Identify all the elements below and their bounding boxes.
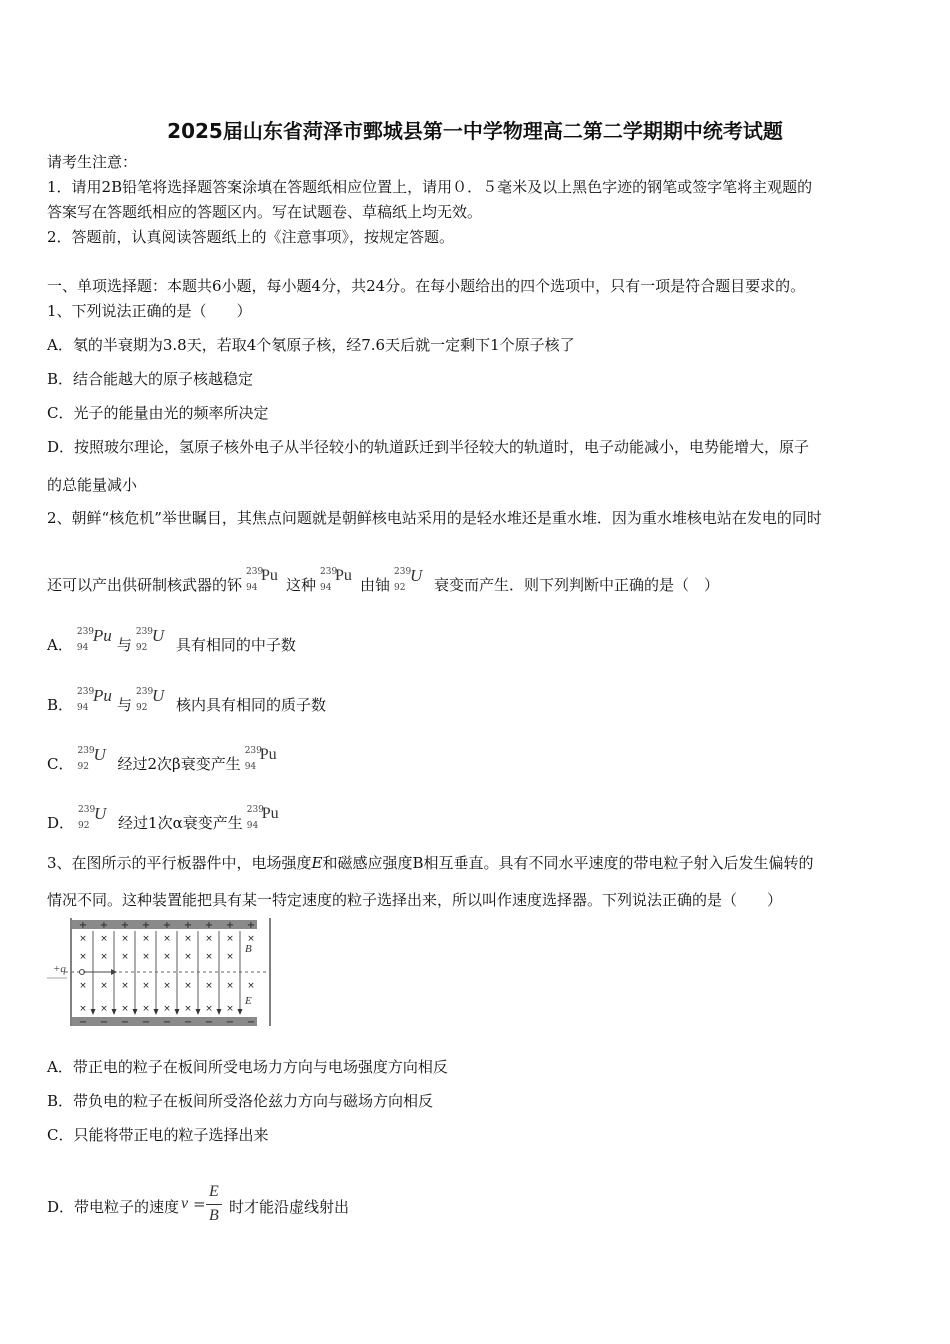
field-arrowhead-icon bbox=[133, 1009, 138, 1015]
pu239-nuclide: 239 94 Pu bbox=[76, 626, 112, 653]
cross-mark: × bbox=[247, 934, 255, 944]
cross-mark: × bbox=[226, 952, 234, 962]
plus-sign: + bbox=[204, 920, 214, 931]
q2-stem-text-b: 这种 bbox=[286, 576, 317, 594]
cross-mark: × bbox=[226, 1004, 234, 1014]
page-title: 2025届山东省菏泽市鄄城县第一中学物理高二第二学期期中统考试题 bbox=[167, 119, 783, 143]
pu239-nuclide: 239 94 Pu bbox=[246, 805, 279, 831]
fraction-bar bbox=[206, 1204, 222, 1205]
q2-option-a: A． 239 94 Pu 与 239 92 U 具有相同的中子数 bbox=[47, 626, 296, 654]
pu-symbol: Pu bbox=[261, 567, 278, 584]
plus-sign: + bbox=[78, 920, 88, 931]
cross-mark: × bbox=[184, 1004, 192, 1014]
q1-option-d-line1: D．按照玻尔理论，氢原子核外电子从半径较小的轨道跃迁到半径较大的轨道时，电子动能减小，电势能增大，原子 bbox=[47, 438, 810, 456]
q2-stem-line1: 2、朝鲜“核危机”举世瞩目，其焦点问题就是朝鲜核电站采用的是轻水堆还是重水堆．因为重水堆核电站在发电的同时 bbox=[47, 509, 822, 527]
cross-mark: × bbox=[163, 1004, 171, 1014]
minus-sign: − bbox=[141, 1017, 151, 1028]
plus-sign: + bbox=[141, 920, 151, 931]
plus-sign: + bbox=[183, 920, 193, 931]
cross-mark: × bbox=[205, 934, 213, 944]
cross-mark: × bbox=[247, 981, 255, 991]
q2-option-d: D． 239 92 U 经过1次α衰变产生 239 94 Pu bbox=[47, 806, 287, 833]
cross-mark: × bbox=[184, 952, 192, 962]
q1-option-b: B．结合能越大的原子核越稳定 bbox=[47, 370, 254, 388]
q3-option-a: A．带正电的粒子在板间所受电场力方向与电场强度方向相反 bbox=[47, 1058, 448, 1076]
pu239-nuclide bbox=[244, 568, 284, 592]
minus-sign: − bbox=[162, 1017, 172, 1028]
q3-option-c: C．只能将带正电的粒子选择出来 bbox=[47, 1126, 269, 1144]
section-heading: 一、单项选择题：本题共6小题，每小题4分，共24分。在每小题给出的四个选项中，只有一项是符合题目要求的。 bbox=[47, 277, 806, 295]
q2-stem-text-a: 还可以产出供研制核武器的钚 bbox=[47, 576, 243, 594]
cross-mark: × bbox=[121, 981, 129, 991]
minus-sign: − bbox=[204, 1017, 214, 1028]
plus-sign: + bbox=[246, 920, 256, 931]
plus-sign: + bbox=[120, 920, 130, 931]
cross-mark: × bbox=[184, 981, 192, 991]
plus-sign: + bbox=[99, 920, 109, 931]
notice-heading: 请考生注意： bbox=[47, 153, 138, 171]
field-arrowhead-icon bbox=[112, 1009, 117, 1015]
q3-stem-line2: 情况不同。这种装置能把具有某一特定速度的粒子选择出来，所以叫作速度选择器。下列说法正确的是（ ） bbox=[47, 891, 783, 909]
q1-option-d-line2: 的总能量减小 bbox=[47, 476, 138, 494]
u239-nuclide: 239 92 U bbox=[136, 686, 165, 713]
cross-mark: × bbox=[205, 952, 213, 962]
q1-option-c: C．光子的能量由光的频率所决定 bbox=[47, 404, 269, 422]
minus-sign: − bbox=[246, 1017, 256, 1028]
cross-mark: × bbox=[121, 934, 129, 944]
minus-sign: − bbox=[183, 1017, 193, 1028]
u239-nuclide: 239 92 U bbox=[77, 745, 106, 772]
magnetic-field-crosses bbox=[79, 934, 255, 1014]
field-arrowhead-icon bbox=[217, 1009, 222, 1015]
q2-stem-text-c: 由铀 bbox=[360, 576, 391, 594]
cross-mark: × bbox=[142, 1004, 150, 1014]
cross-mark: × bbox=[79, 934, 87, 944]
b-field-label: B bbox=[245, 943, 252, 955]
u239-nuclide: 239 92 U bbox=[135, 626, 165, 653]
field-arrowhead-icon bbox=[154, 1009, 159, 1015]
velocity-formula: v = E B bbox=[179, 1184, 229, 1224]
cross-mark: × bbox=[79, 1004, 87, 1014]
cross-mark: × bbox=[226, 934, 234, 944]
pu239-nuclide: 239 94 Pu bbox=[244, 746, 277, 772]
u239-nuclide: 239 92 U bbox=[78, 804, 107, 831]
cross-mark: × bbox=[163, 952, 171, 962]
positive-charge-row bbox=[79, 920, 255, 931]
field-arrowhead-icon bbox=[238, 1009, 243, 1015]
minus-sign: − bbox=[99, 1017, 109, 1028]
cross-mark: × bbox=[100, 952, 108, 962]
cross-mark: × bbox=[205, 1004, 213, 1014]
field-arrowhead-icon bbox=[175, 1009, 180, 1015]
cross-mark: × bbox=[142, 981, 150, 991]
u239-nuclide: 239 92 U bbox=[394, 566, 423, 593]
minus-sign: − bbox=[225, 1017, 235, 1028]
minus-sign: − bbox=[120, 1017, 130, 1028]
q2-option-c: C． 239 92 U 经过2次β衰变产生 239 94 Pu bbox=[47, 747, 285, 774]
pu239-nuclide: 239 94 Pu bbox=[77, 686, 112, 713]
pu239-nuclide: 239 94 Pu bbox=[320, 567, 352, 593]
minus-sign: − bbox=[78, 1017, 88, 1028]
cross-mark: × bbox=[142, 952, 150, 962]
cross-mark: × bbox=[79, 981, 87, 991]
pu-mass: 239 bbox=[246, 567, 264, 577]
q2-stem-text-d: 衰变而产生．则下列判断中正确的是（ ） bbox=[434, 576, 720, 594]
pu-charge: 94 bbox=[246, 583, 258, 593]
plus-sign: + bbox=[162, 920, 172, 931]
cross-mark: × bbox=[121, 952, 129, 962]
field-arrowhead-icon bbox=[91, 1009, 96, 1015]
notice-line-1: 1．请用2B铅笔将选择题答案涂填在答题纸相应位置上，请用０．５毫米及以上黑色字迹的钢笔或签字笔将主观题的 bbox=[47, 178, 813, 196]
cross-mark: × bbox=[100, 934, 108, 944]
field-arrowhead-icon bbox=[196, 1009, 201, 1015]
q3-stem-line1: 3、在图所示的平行板器件中，电场强度E和磁感应强度B相互垂直。具有不同水平速度的带电粒子射入后发生偏转的 bbox=[47, 854, 814, 872]
cross-mark: × bbox=[79, 952, 87, 962]
cross-mark: × bbox=[163, 981, 171, 991]
e-field-label: E bbox=[245, 995, 252, 1007]
q3-option-b: B．带负电的粒子在板间所受洛伦兹力方向与磁场方向相反 bbox=[47, 1092, 434, 1110]
plus-sign: + bbox=[225, 920, 235, 931]
cross-mark: × bbox=[163, 934, 171, 944]
charge-label: +q bbox=[53, 963, 66, 975]
negative-charge-row bbox=[79, 1017, 255, 1028]
q3-option-d: D．带电粒子的速度 v = E B 时才能沿虚线射出 bbox=[47, 1183, 350, 1224]
cross-mark: × bbox=[100, 1004, 108, 1014]
cross-mark: × bbox=[205, 981, 213, 991]
q2-option-b: B． 239 94 Pu 与 239 92 U 核内具有相同的质子数 bbox=[47, 686, 327, 714]
q1-stem: 1、下列说法正确的是（ ） bbox=[47, 302, 252, 320]
q2-stem-line2 bbox=[47, 568, 719, 595]
notice-line-3: 2．答题前，认真阅读答题纸上的《注意事项》，按规定答题。 bbox=[47, 228, 455, 246]
cross-mark: × bbox=[121, 1004, 129, 1014]
cross-mark: × bbox=[184, 934, 192, 944]
q1-option-a: A．氡的半衰期为3.8天，若取4个氡原子核，经7.6天后就一定剩下1个原子核了 bbox=[47, 336, 575, 354]
cross-mark: × bbox=[142, 934, 150, 944]
cross-mark: × bbox=[226, 981, 234, 991]
velocity-selector-figure bbox=[45, 918, 277, 1030]
notice-line-2: 答案写在答题纸相应的答题区内。写在试题卷、草稿纸上均无效。 bbox=[47, 203, 483, 221]
cross-mark: × bbox=[100, 981, 108, 991]
